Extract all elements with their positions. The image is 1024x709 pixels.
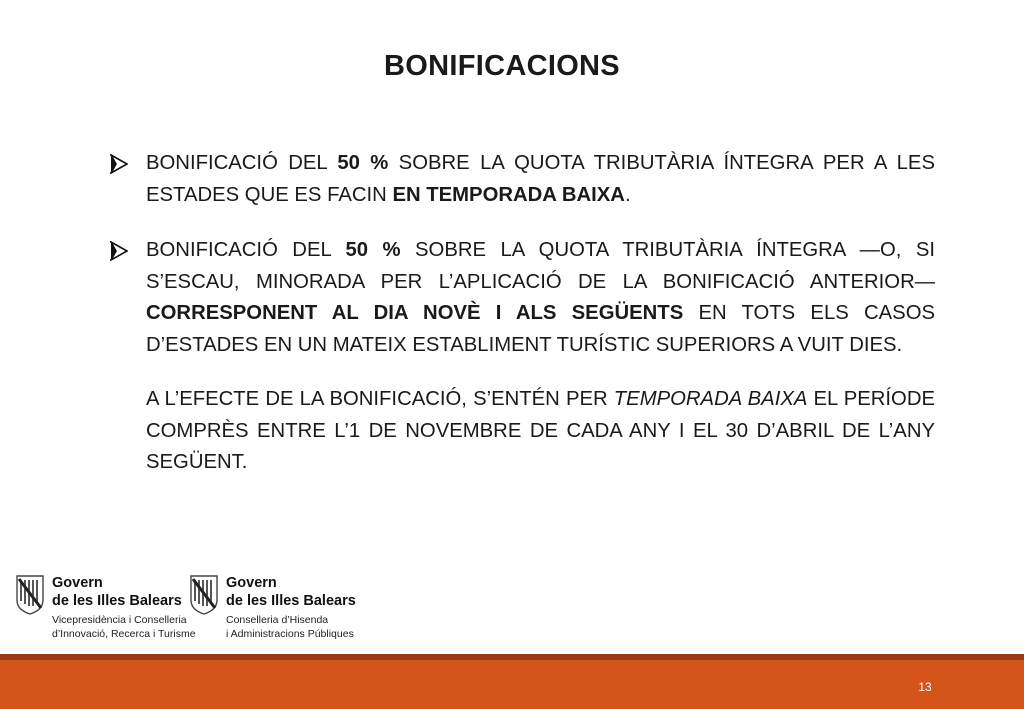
footer-bar [0, 660, 1024, 709]
balearic-shield-icon [188, 574, 220, 616]
govern-logo-innovacio [14, 574, 196, 641]
arrow-bullet-icon [110, 235, 146, 361]
govern-logo-hisenda [188, 574, 356, 641]
bullet-text: BONIFICACIÓ DEL 50 % SOBRE LA QUOTA TRIBUTÀRIA ÍNTEGRA —O, SI S’ESCAU, MINORADA PER L’APLICACIÓ DE LA BONIFICACIÓ ANTERIOR— CORRESPONENT AL DIA NOVÈ I ALS SEGÜENTS EN TOTS ELS CASOS D’ESTADES EN UN MATEIX ESTABLIMENT TURÍSTIC SUPERIORS A VUIT DIES. [146, 239, 936, 356]
balearic-shield-icon [14, 574, 46, 616]
logo-text: Govern de les Illes Balears Vicepresidència i Conselleria d’Innovació, Recerca i Turisme [52, 575, 196, 640]
bullet-text: BONIFICACIÓ DEL 50 % SOBRE LA QUOTA TRIBUTÀRIA ÍNTEGRA PER A LES ESTADES QUE ES FACIN EN TEMPORADA BAIXA. [146, 152, 935, 206]
bullet-item [110, 148, 935, 211]
slide-title: BONIFICACIONS [384, 50, 620, 82]
slide-body [110, 148, 935, 479]
arrow-bullet-icon [110, 148, 146, 211]
logo-text: Govern de les Illes Balears Conselleria d’Hisenda i Administracions Públiques [226, 575, 356, 640]
page-number: 13 [918, 680, 932, 694]
note-paragraph: A L’EFECTE DE LA BONIFICACIÓ, S’ENTÉN PER TEMPORADA BAIXA EL PERÍODE COMPRÈS ENTRE L’1 DE NOVEMBRE DE CADA ANY I EL 30 D’ABRIL DE L’ANY SEGÜENT. [146, 388, 935, 473]
bullet-item [110, 235, 935, 361]
